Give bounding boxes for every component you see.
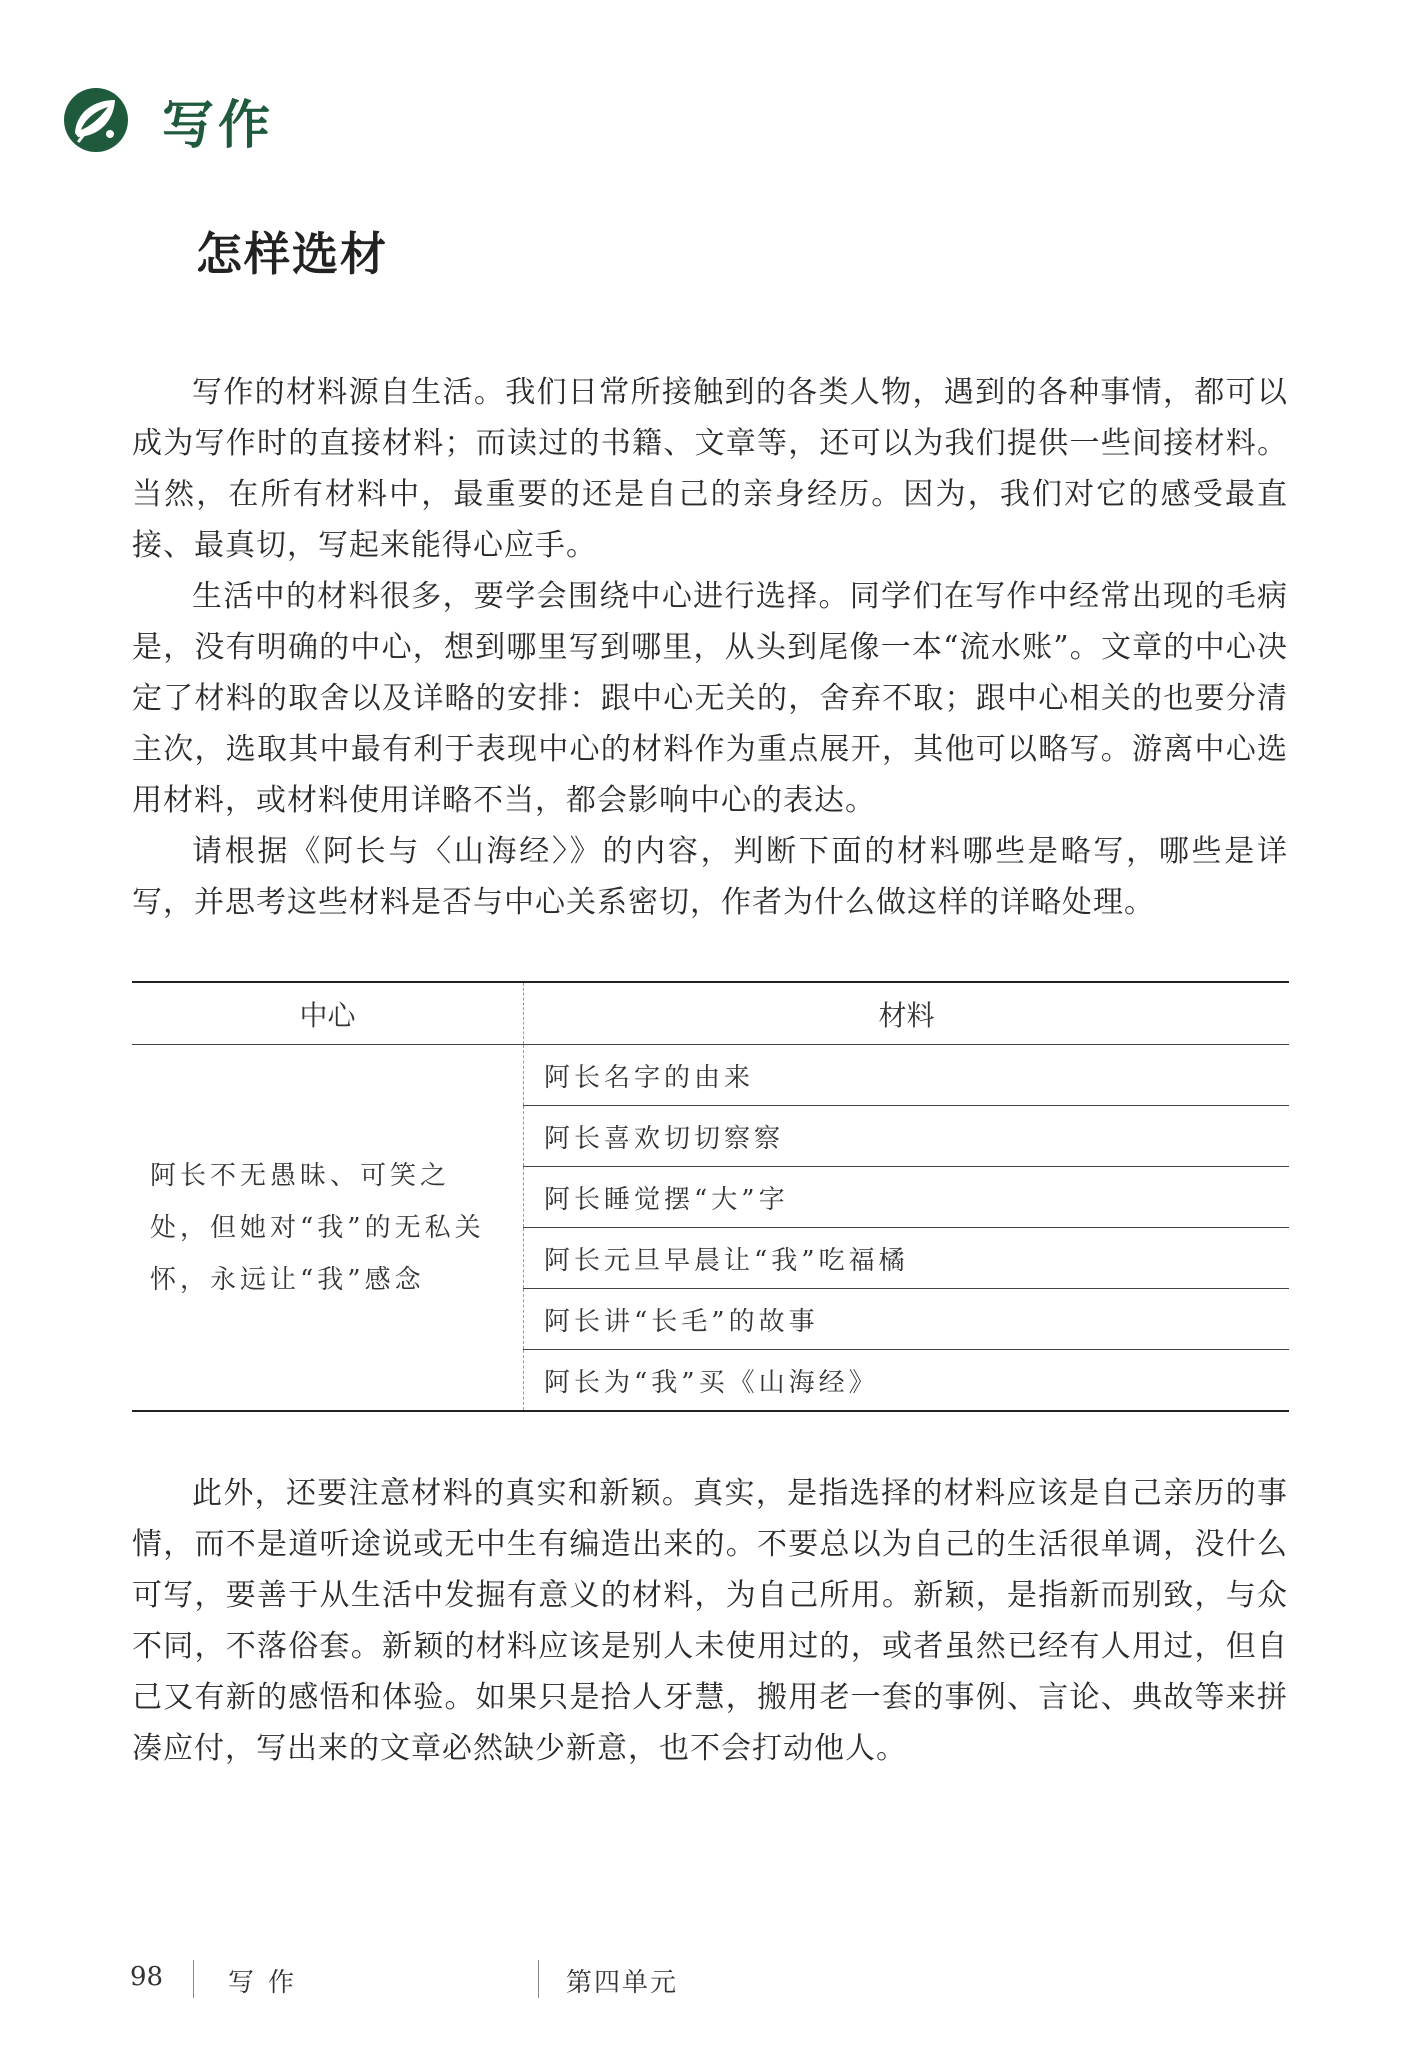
footer-divider: [193, 1960, 194, 1998]
table-header-row: [132, 982, 1289, 1045]
table-material-cell: 阿长睡觉摆“大”字: [524, 1167, 1290, 1228]
footer-divider: [538, 1960, 539, 1998]
leaf-pen-icon: [62, 86, 130, 154]
paragraph-authenticity: 此外，还要注意材料的真实和新颖。真实，是指选择的材料应该是自己亲历的事情，而不是道听途说或无中生有编造出来的。不要总以为自己的生活很单调，没什么可写，要善于从生活中发掘有意义的材料，为自己所用。新颖，是指新而别致，与众不同，不落俗套。新颖的材料应该是别人未使用过的，或者虽然已经有人用过，但自己又有新的感悟和体验。如果只是拾人牙慧，搬用老一套的事例、言论、典故等来拼凑应付，写出来的文章必然缺少新意，也不会打动他人。: [132, 1476, 1288, 1766]
table-material-cell: 阿长元旦早晨让“我”吃福橘: [524, 1228, 1290, 1289]
table-material-cell: 阿长为“我”买《山海经》: [524, 1350, 1290, 1412]
table-header-center: 中心: [132, 982, 524, 1045]
paragraph-selection: 生活中的材料很多，要学会围绕中心进行选择。同学们在写作中经常出现的毛病是，没有明确的中心，想到哪里写到哪里，从头到尾像一本“流水账”。文章的中心决定了材料的取舍以及详略的安排：跟中心无关的，舍弃不取；跟中心相关的也要分清主次，选取其中最有利于表现中心的材料作为重点展开，其他可以略写。游离中心选用材料，或材料使用详略不当，都会影响中心的表达。: [132, 579, 1288, 818]
footer-section: 写作: [228, 1968, 309, 1998]
paragraph-task: 请根据《阿长与〈山海经〉》的内容，判断下面的材料哪些是略写，哪些是详写，并思考这些材料是否与中心关系密切，作者为什么做这样的详略处理。: [132, 834, 1288, 920]
table-material-cell: 阿长讲“长毛”的故事: [524, 1289, 1290, 1350]
table-material-cell: 阿长名字的由来: [524, 1045, 1290, 1106]
table-row: [132, 1045, 1289, 1106]
section-header: [62, 80, 274, 160]
table-header-materials: 材料: [524, 982, 1290, 1045]
paragraph-sources: 写作的材料源自生活。我们日常所接触到的各类人物，遇到的各种事情，都可以成为写作时的直接材料；而读过的书籍、文章等，还可以为我们提供一些间接材料。当然，在所有材料中，最重要的还是自己的亲身经历。因为，我们对它的感受最直接、最真切，写起来能得心应手。: [132, 375, 1288, 563]
material-table: [132, 981, 1289, 1412]
page-number: 98: [130, 1962, 164, 1992]
lesson-title: 怎样选材: [196, 227, 388, 281]
table-center-cell: 阿长不无愚昧、可笑之处，但她对“我”的无私关怀，永远让“我”感念: [132, 1045, 524, 1412]
table-material-cell: 阿长喜欢切切察察: [524, 1106, 1290, 1167]
section-title: 写作: [162, 95, 275, 156]
footer-unit: 第四单元: [566, 1968, 679, 1998]
page-footer: [0, 1958, 1420, 2002]
